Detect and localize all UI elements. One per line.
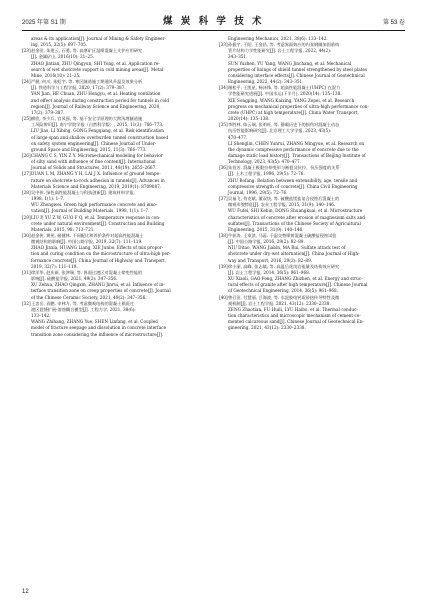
reference-entry [22,171,208,189]
reference-line: Engineering Mechanics, 2021, 38(6): 133–142. [228,36,328,41]
issue-label: 2025 年第 S1 期 [22,20,66,26]
reference-line: 赵金田, 朱建云, 石勇, 等. 高寒矿区湿喷混凝土支护应用研究 [31,48,143,54]
reference-line: ZENG Zhaotian, FU Huili, LYU Haibo, et al. Thermal conduc- [228,306,358,312]
reference-line: Materials Science and Engineering, 2019, 2019(1): 8709087. [31,183,162,189]
reference-line: 严健, 何川, 朱虹宇, 等. 寒区隧道施工期通风升温及效果分析 [31,79,143,85]
reference-line: tion and curing condition on the microstructure of ultra-high per- [31,251,171,257]
reference-number: [40] [219,294,228,300]
reference-entry [22,153,208,171]
reference-entry [22,215,208,233]
journal-title: 煤 炭 科 学 技 术 [162,16,265,27]
reference-line: sulfates[J]. Transactions of the Chinese Society of Agricultural [228,220,361,226]
reference-line: formance concrete[J]. China Journal of Highway and Transport, [31,257,167,263]
reference-number: [35] [219,122,228,128]
running-header [22,8,405,31]
reference-line: 影响[J]. 硅酸盐学报, 2021, 49(2): 347–356. [31,276,118,282]
reference-line: 吴福飞, 侍克斌, 董双快, 等. 硫酸盐镁盐复合侵蚀后混凝土的 [228,196,340,202]
reference-entry [219,264,405,295]
reference-line: compressive strength of concrete[J]. China Civil Engineering [228,183,358,189]
reference-line: LIU P, YU Z W, GUO F Q, et al. Temperature response in con- [31,214,161,220]
reference-line: 朱伯芳. 混凝土极限拉伸变形与断裂及抗拉、抗压强度的关系 [228,165,340,171]
reference-line: 徐小丽, 高峰, 张志镇, 等. 高温后花岗岩能量及结构效应研究 [228,263,340,269]
reference-number: [32] [22,300,31,306]
reference-line: 王忠岳, 袁鹏, 申林方, 等. 考虑微观结构的混凝土界面过 [31,300,134,306]
right-column [219,36,405,581]
reference-line: NIU Ditao, WANG Jiabin, MA Rui. Sulfate attack test of [228,245,346,251]
reference-line: 渡区裂缝扩展-溶蚀耦合模型[J]. 工程力学, 2021, 38(6): [31,306,136,312]
reference-line: areas & its application[J]. Journal of Mining & Safety Engineer- [31,36,166,41]
reference-number: [39] [219,263,228,269]
reference-line: ZHU Bofang. Relation between extensibility, age, tensile and [228,177,358,183]
reference-line: considering interface effects[J]. Chinese Journal of Geotechnical [228,72,365,78]
reference-line: 470–477. [228,134,248,140]
reference-line: XU Zehua, ZHAO Qingxin, ZHANG Jinrui, et al. Influence of in- [31,282,165,288]
reference-line: of the Chinese Ceramic Society, 2021, 49(2): 347–356. [31,294,147,300]
reference-entry [22,190,208,215]
reference-line: ing, 2015, 32(5): 697–705. [31,42,88,48]
reference-entry [219,165,405,196]
reference-line: of silty sand with influence of fine content[J]. International [31,159,156,165]
reference-line: 微观结构的影响[J]. 中国公路学报, 2019, 32(7): 111–119. [31,239,143,245]
reference-line: 曾召田, 付慧丽, 吕海波, 等. 水泥胶结钙质砂热传导特性及微 [228,294,340,300]
reference-line: of Geotechnical Engineering, 2014, 36(5): 961–968. [228,288,339,294]
reference-number: [23] [22,48,31,54]
reference-line: mented calcareous sand[J]. Chinese Journal of Geotechnical En- [228,319,364,325]
reference-number: [37] [219,196,228,202]
reference-line: progress on mechanical properties of ultra-high performance con- [228,103,369,109]
reference-line: rature on shotcrete-to-rock adhesion in tunnels[J]. Advances in [31,177,165,183]
reference-line: vation[J]. Journal of Building Materials, 1998, 1(1): 1–7. [31,208,150,214]
reference-line: crete (UHPC) at high temperature[J]. China Water Transport, [228,109,359,115]
reference-line: DUAN L M, ZHANG Y H, LAI J X. Influence of ground tempe- [31,171,161,177]
reference-line: damage static load history[J]. Transactions of Beijing Institute of [228,152,366,158]
reference-line: gineering, 2021, 43(12): 2330–2338. [228,325,306,331]
reference-number: [29] [22,214,31,220]
reference-line: ground Space and Engineering, 2015, 11(3): 766–773. [31,146,147,152]
reference-line: and effect analysis during construction period for tunnels in cold [31,97,170,103]
reference-line: [J]. 铁道科学与工程学报, 2020, 17(2): 379–387. [31,85,126,91]
page-number: 12 [22,589,29,595]
reference-line: 孙振宇, 于阳, 王金昌, 等. 考虑界面效应的内张钢圈加固盾构 [228,42,340,48]
reference-entry [22,301,208,338]
reference-columns [22,36,405,581]
reference-line: [J]. 岩土工程学报, 2014, 36(5): 961–968. [228,269,311,275]
reference-entry [22,48,208,79]
reference-number: [25] [22,116,31,122]
reference-line: Technology, 2023, 43(5): 470–477. [228,159,301,165]
reference-entry [219,122,405,165]
reference-line: crete under natural environment[J]. Construction and Building [31,220,165,226]
reference-line: XU Xiaoli, GAO Feng, ZHANG Zhizhen, et al. Energy and struc- [228,276,363,282]
reference-line: terface transition zone on creep properties of concrete[J]. Journal [31,288,171,294]
left-column [22,36,208,581]
reference-entry [219,233,405,264]
reference-line: 赵金侠, 黄苑, 储健林. 不同配比和养护条件对超高性能混凝土 [31,233,144,238]
reference-line: WU Zhongwei. Green high performance concrete and inno- [31,202,158,208]
reference-line: XIE Songping, WANG Kaixing, YANG Zepei, et al. Research [228,97,355,103]
reference-line: tion characteristics and microscopic mechanism of cement-ce- [228,313,361,319]
reference-line: 牛荻涛, 王家滨, 马蕊. 干湿交替喷射混凝土硫酸盐侵蚀试验 [228,233,337,238]
reference-line: 柳欣, 李少兵, 宫凤强, 等. 基于安全学原理的大跨浅埋隧道施 [31,116,143,122]
reference-line: 工风险辨识[J]. 南宁学院学报（自然科学版）, 2015, 11(3): 766–773. [31,122,164,128]
reference-line: properties of linings of shield tunnel strengthened by steel plates [228,66,368,72]
reference-entry [22,116,208,153]
reference-line: way and Transport, 2016, 29(2): 82–89. [228,257,313,263]
reference-number: [38] [219,233,228,238]
reference-line: 2020(14): 135–138. [228,116,270,122]
reference-line: model of fracture seepage and dissolution in concrete interface [31,325,167,331]
reference-entry [22,233,208,270]
reference-number: [30] [22,233,31,238]
reference-number: [27] [22,171,31,177]
reference-line: 2019, 32(7): 111–119. [31,263,78,269]
reference-line: tural effects of granite after high temperature[J]. Chinese Journal [228,282,368,288]
reference-number: [31] [22,269,31,275]
volume-label: 第 53 卷 [382,20,405,26]
reference-line: 1998, 1(1): 1–7. [31,196,65,202]
reference-line: [J]. 中国公路学报, 2016, 29(2): 82–89. [228,239,305,245]
reference-line: LI Shenglin, CHEN Yunrui, ZHANG Mingyue, et al. Research on [228,140,365,146]
reference-line: ZHAO Jinxia, HUANG Liang, XIE Junbo. Effects of mix propor- [31,245,164,251]
reference-line: Engineering, 2015, 31(9): 140–146. [228,226,304,232]
reference-number: [36] [219,165,228,171]
reference-line: 抗压性能影响研究[J]. 北京理工大学学报, 2023, 43(5): [228,128,332,134]
reference-line: on safety system engineering[J]. Chinese Journal of Under- [31,140,157,146]
reference-line: [J]. 土木工程学报, 1996, 29(5): 72–76. [228,171,305,177]
reference-line: YAN Jian, HE Chuan, ZHU Hongyu, et al. Heating ventilation [31,91,161,97]
reference-line: WU Fufei, SHI Kebin, DONG Shuangkuai, et al. Microstructure [228,208,363,214]
reference-entry [22,79,208,116]
reference-line: the dynamic compressive performance of concrete due to the [228,146,359,152]
reference-line: 谢松平, 王凯星, 杨泽锋, 等. 超高性能混凝土(UHPC) 在混力 [228,85,341,91]
reference-line: 133–142. [31,313,51,319]
reference-number: [33] [219,42,228,48]
reference-number: [24] [22,79,31,85]
reference-line: 17(2): 379–387. [31,109,65,115]
reference-entry [22,36,208,48]
reference-line: Journal of Solids and Structures, 2011, 48(19): 2655–2667. [31,165,157,171]
reference-entry [219,196,405,233]
reference-line: search of wet shotcrete support in cold mining areas[J]. Metal [31,66,164,72]
reference-line: 徐洋华, 赵庆新, 张津瑞, 等. 界面过渡区对混凝土徐变性能的 [31,269,143,275]
reference-entry [219,42,405,85]
reference-entry [22,270,208,301]
reference-entry [219,295,405,332]
reference-line: region[J]. Journal of Railway Science and Engineering, 2020, [31,103,161,109]
reference-line: 李胜林, 陈云瑞, 张明旺, 等. 静载历史下的损伤对混凝土动态 [228,122,340,128]
reference-line: 学性能研究进展[J]. 中国水运(下半月), 2020(14): 135–138. [228,91,342,97]
reference-line: 微观形貌特征[J]. 农业工程学报, 2015, 31(9): 140–146. [228,202,336,208]
reference-line: WANG Zhihang, ZHANG Yue, SHEN Linfang, et al. Coupled [31,319,158,325]
reference-line: Mine, 2016(10): 21–25. [31,72,81,78]
reference-line: 观机制[J]. 岩土工程学报, 2021, 43(12): 2330–2338. [228,300,331,306]
reference-line: Materials, 2015, 98: 713–721. [31,226,95,232]
reference-line: transition zone considering the influence of microstructure[J]. [31,331,164,337]
reference-number: [34] [219,85,228,91]
reference-line: [J]. 金属矿山, 2016(10): 21–25. [31,54,95,60]
reference-line: shotcrete under dry-wet alternation[J]. China Journal of High- [228,251,360,257]
reference-line: of large-span and shallow overburden tunnel construction based [31,134,169,140]
reference-line: 343–351. [228,54,248,60]
reference-line: Journal, 1996, 29(5): 72–76. [228,189,288,195]
reference-line: ZHAO Jintian, ZHU Qingyun, SHI Yong, et al. Application re- [31,60,160,66]
reference-line: SUN Yuzhen, YU Yang, WANG Jinchang, et al. Mechanical [228,60,352,66]
reference-line: CHANG C S, YIN Z Y. Micromechanical modeling for behavior [31,152,163,158]
reference-number: [28] [22,189,31,195]
reference-entry [219,85,405,122]
reference-number: [26] [22,152,31,158]
reference-line: LIU Jiao, LI Xibing, GONG Fengqiang, et al. Risk identification [31,128,164,134]
reference-line: 吴中伟. 绿色高性能混凝土与科技创新[J]. 建筑材料学报, [31,189,135,195]
reference-line: Engineering, 2022, 44(2): 343–351. [228,79,304,85]
reference-line: 管片结构力学性能研究[J]. 岩土工程学报, 2022, 44(2): [228,48,332,54]
reference-line: characteristics of concrete after erosion of magnesium salts and [228,214,365,220]
